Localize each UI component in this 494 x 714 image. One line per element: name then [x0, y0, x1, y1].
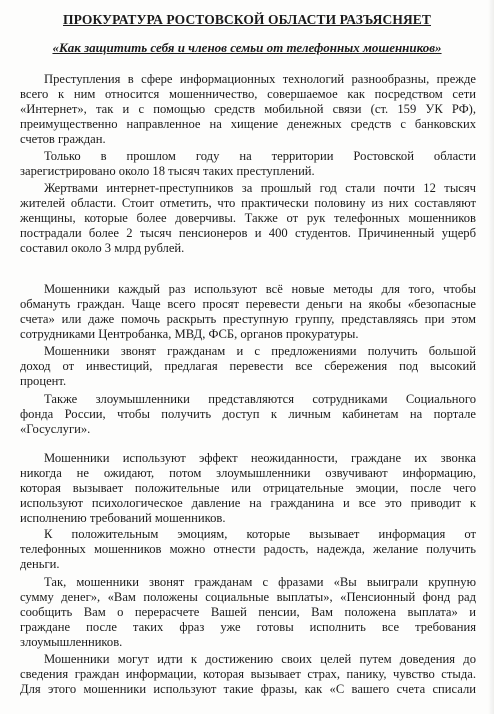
text-line: Мошенники каждый раз используют всё новые методы для того, чтобы	[44, 282, 476, 296]
text-line: Преступления в сфере информационных технологий разнообразны, прежде	[44, 72, 476, 86]
text-line: сумму денег», «Вам положены социальные выплаты», «Пенсионный фонд рад	[20, 590, 476, 604]
text-line: преимущественно направленное на хищение денежных средств с банковских	[20, 117, 476, 131]
document-title: ПРОКУРАТУРА РОСТОВСКОЙ ОБЛАСТИ РАЗЪЯСНЯЕТ	[62, 12, 431, 27]
text-line: пострадали более 2 тысяч пенсионеров и 400 студентов. Причиненный ущерб	[20, 226, 476, 240]
text-line: фонда России, чтобы получить доступ к личным кабинетам на портале	[20, 407, 476, 421]
text-line: процент.	[20, 374, 67, 388]
text-line: телефонных мошенников можно отнести радость, надежда, желание получить	[20, 542, 476, 556]
document-subtitle: «Как защитить себя и членов семьи от телефонных мошенников»	[52, 40, 442, 55]
text-line: «Госуслуги».	[20, 422, 91, 436]
text-line: счета» или даже помочь раскрыть преступную группу, представляясь при этом	[20, 312, 476, 326]
text-line: граждане после таких фраз уже готовы исполнить все требования	[20, 620, 476, 634]
text-line: жителей области. Стоит отметить, что практически половину из них составляют	[20, 196, 476, 210]
text-line: доход от инвестиций, предлагая перевести все сбережения под высокий	[20, 359, 476, 373]
text-line: Также злоумышленники представляются сотрудниками Социального	[44, 392, 476, 406]
text-line: деньги.	[20, 557, 60, 571]
text-line: Мошенники используют эффект неожиданности, граждане их звонка	[44, 451, 476, 465]
text-line: всего к ним относится мошенничество, совершаемое как посредством сети	[20, 87, 476, 101]
text-line: исполнению требований мошенников.	[20, 511, 226, 525]
text-line: используют психологическое давление на гражданина и все это приводит к	[20, 496, 476, 510]
page-edge-shadow	[488, 0, 494, 714]
text-line: сообщить Вам о перерасчете Вашей пенсии, Вам положена выплата» и	[20, 605, 476, 619]
text-line: Мошенники могут идти к достижению своих целей путем доведения до	[44, 652, 476, 666]
text-line: составил около 3 млрд рублей.	[20, 241, 185, 255]
text-line: «Интернет», так и с помощью средств мобильной связи (ст. 159 УК РФ),	[20, 102, 476, 116]
text-line: никогда не ожидают, потом злоумышленники озвучивают информацию,	[20, 466, 476, 480]
text-line: злоумышленников.	[20, 635, 123, 649]
text-line: Так, мошенники звонят гражданам с фразами «Вы выиграли крупную	[44, 575, 476, 589]
text-line: обмануть граждан. Чаще всего просят перевести деньги на якобы «безопасные	[20, 297, 476, 311]
text-line: счетов граждан.	[20, 132, 106, 146]
text-line: Жертвами интернет-преступников за прошлый год стали почти 12 тысяч	[44, 181, 476, 195]
text-line: Только в прошлом году на территории Ростовской области	[44, 149, 476, 163]
text-line: женщины, которые более доверчивы. Также от рук телефонных мошенников	[20, 211, 476, 225]
text-line: сведения граждан информации, которая вызывает страх, панику, чувство стыда.	[20, 667, 476, 681]
text-line: К положительным эмоциям, которые вызывает информация от	[44, 527, 476, 541]
text-line: Мошенники звонят гражданам и с предложениями получить большой	[44, 344, 476, 358]
text-line: зарегистрировано около 18 тысяч таких преступлений.	[20, 164, 315, 178]
text-line: которая вызывает положительные или отрицательные эмоции, после чего	[20, 481, 476, 495]
text-line: сотрудниками Центробанка, МВД, ФСБ, органов прокуратуры.	[20, 327, 359, 341]
text-line: Для этого мошенники используют такие фразы, как «С вашего счета списали	[20, 682, 476, 696]
